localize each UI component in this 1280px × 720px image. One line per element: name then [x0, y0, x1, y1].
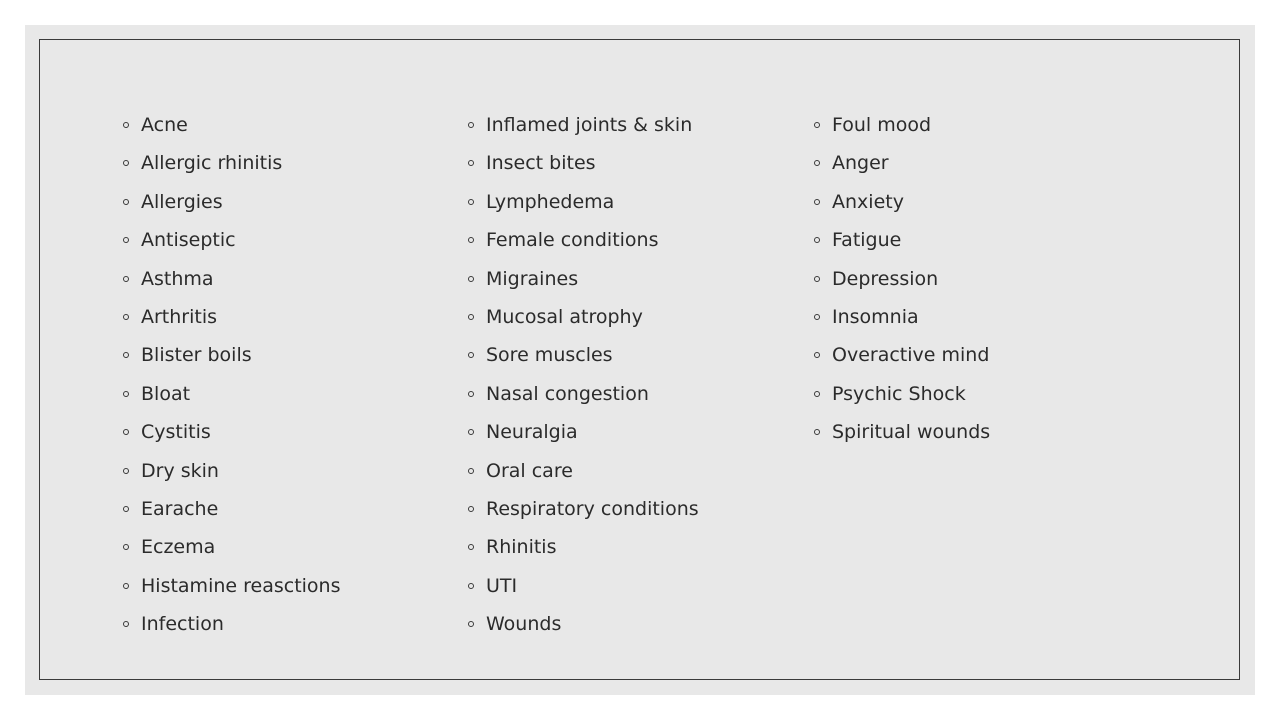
- list-item-label: Blister boils: [141, 344, 252, 367]
- list-item-label: Allergies: [141, 190, 223, 213]
- list-item: [123, 528, 340, 566]
- bullet-icon: [468, 621, 474, 627]
- list-item-label: Foul mood: [832, 114, 932, 136]
- list-item-label: Bloat: [141, 382, 191, 405]
- bullet-icon: [123, 429, 129, 435]
- list-item-label: Infection: [141, 613, 224, 636]
- list-item-label: Cystitis: [141, 421, 211, 444]
- list-item: [814, 144, 990, 182]
- list-item-label: Anger: [832, 152, 889, 175]
- list-item-label: Oral care: [486, 459, 573, 482]
- bullet-icon: [468, 276, 474, 282]
- bullet-icon: [468, 199, 474, 205]
- bullet-icon: [814, 391, 820, 397]
- list-item: [468, 298, 699, 336]
- list-item: [123, 605, 340, 643]
- list-item: [468, 413, 699, 451]
- list-item: [123, 260, 340, 298]
- bullet-icon: [468, 391, 474, 397]
- bullet-icon: [468, 506, 474, 512]
- bullet-icon: [123, 160, 129, 166]
- bullet-icon: [814, 352, 820, 358]
- bullet-icon: [814, 314, 820, 320]
- list-item-label: Earache: [141, 497, 219, 520]
- list-item-label: Overactive mind: [832, 344, 990, 367]
- list-item: [123, 567, 340, 605]
- list-item: [468, 567, 699, 605]
- list-item: [468, 183, 699, 221]
- list-item-label: Respiratory conditions: [486, 497, 699, 520]
- list-item: [123, 298, 340, 336]
- list-item: [814, 183, 990, 221]
- list-item: [468, 452, 699, 490]
- bullet-icon: [468, 468, 474, 474]
- bullet-icon: [468, 160, 474, 166]
- bullet-icon: [468, 544, 474, 550]
- bullet-icon: [123, 391, 129, 397]
- list-item-label: Antiseptic: [141, 229, 236, 252]
- bullet-icon: [814, 429, 820, 435]
- list-item-label: Anxiety: [832, 190, 904, 213]
- list-item-label: Neuralgia: [486, 421, 578, 444]
- bullet-icon: [468, 429, 474, 435]
- bullet-icon: [123, 352, 129, 358]
- bullet-icon: [468, 122, 474, 128]
- list-item: [123, 106, 340, 144]
- list-item: [468, 336, 699, 374]
- list-item-label: Allergic rhinitis: [141, 152, 283, 175]
- list-item-label: Eczema: [141, 536, 216, 559]
- bullet-icon: [468, 583, 474, 589]
- list-item-label: Insect bites: [486, 152, 596, 175]
- list-item-label: Asthma: [141, 267, 214, 290]
- bullet-icon: [123, 506, 129, 512]
- list-item: [468, 144, 699, 182]
- list-item: [468, 490, 699, 528]
- list-item: [123, 183, 340, 221]
- bullet-icon: [468, 314, 474, 320]
- bullet-icon: [123, 583, 129, 589]
- list-item: [468, 605, 699, 643]
- bullet-icon: [123, 544, 129, 550]
- bullet-icon: [814, 276, 820, 282]
- list-column-1: [123, 106, 340, 643]
- list-item: [123, 144, 340, 182]
- list-item: [123, 490, 340, 528]
- list-item-label: Arthritis: [141, 305, 218, 328]
- bullet-icon: [123, 468, 129, 474]
- list-item-label: Histamine reasctions: [141, 574, 341, 597]
- list-item: [468, 260, 699, 298]
- bullet-icon: [123, 314, 129, 320]
- list-item-label: Rhinitis: [486, 536, 557, 559]
- list-item-label: Mucosal atrophy: [486, 305, 643, 328]
- slide: [25, 25, 1255, 695]
- list-item-label: Female conditions: [486, 229, 659, 252]
- list-item: [814, 375, 990, 413]
- list-item: [814, 106, 990, 144]
- bullet-icon: [123, 122, 129, 128]
- bullet-icon: [814, 199, 820, 205]
- list-item-label: Insomnia: [832, 305, 919, 328]
- list-item: [123, 452, 340, 490]
- list-item: [123, 413, 340, 451]
- list-item-label: Migraines: [486, 267, 579, 290]
- list-item-label: Psychic Shock: [832, 382, 966, 405]
- list-column-3: [814, 106, 990, 452]
- bullet-icon: [123, 621, 129, 627]
- list-item-label: Acne: [141, 114, 188, 136]
- list-item: [123, 375, 340, 413]
- list-item: [468, 221, 699, 259]
- list-item-label: Sore muscles: [486, 344, 613, 367]
- list-item-label: Spiritual wounds: [832, 421, 991, 444]
- list-item: [814, 298, 990, 336]
- bullet-icon: [123, 237, 129, 243]
- list-item: [123, 221, 340, 259]
- bullet-icon: [814, 122, 820, 128]
- list-item: [123, 336, 340, 374]
- list-column-2: [468, 106, 699, 643]
- list-item-label: Lymphedema: [486, 190, 615, 213]
- bullet-icon: [468, 237, 474, 243]
- list-item: [468, 528, 699, 566]
- bullet-icon: [814, 160, 820, 166]
- list-item: [468, 375, 699, 413]
- list-item: [814, 260, 990, 298]
- list-item-label: Nasal congestion: [486, 382, 649, 405]
- list-item: [814, 336, 990, 374]
- bullet-icon: [468, 352, 474, 358]
- bullet-icon: [814, 237, 820, 243]
- list-item-label: Inflamed joints & skin: [486, 114, 693, 136]
- bullet-icon: [123, 199, 129, 205]
- list-item: [468, 106, 699, 144]
- list-item-label: Dry skin: [141, 459, 219, 482]
- list-item: [814, 413, 990, 451]
- bullet-icon: [123, 276, 129, 282]
- list-item-label: UTI: [486, 574, 518, 597]
- list-item: [814, 221, 990, 259]
- list-item-label: Fatigue: [832, 229, 902, 252]
- list-item-label: Wounds: [486, 613, 562, 636]
- list-item-label: Depression: [832, 267, 939, 290]
